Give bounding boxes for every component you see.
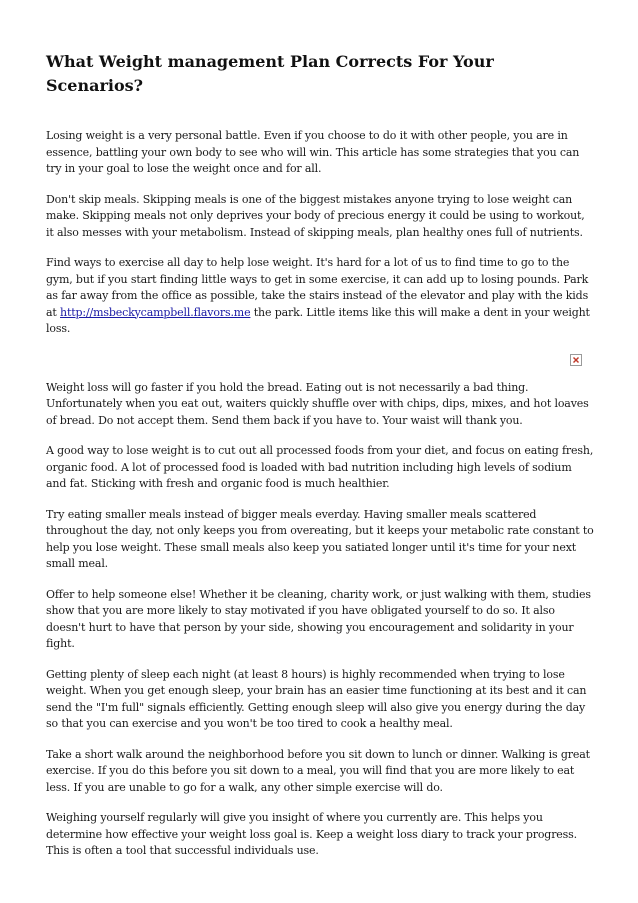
paragraph-3 (46, 255, 594, 338)
broken-image-icon (570, 354, 582, 366)
document-page (46, 50, 594, 874)
image-container (46, 352, 594, 380)
paragraph-10: Weighing yourself regularly will give you insight of where you currently are. This helps you determine how effective your weight loss goal is. Keep a weight loss diary to track your progress. This is often a tool that successful individuals use. (46, 811, 577, 857)
article-title: What Weight management Plan Corrects For Your Scenarios? (46, 52, 494, 95)
paragraph-9: Take a short walk around the neighborhood before you sit down to lunch or dinner. Walking is great exercise. If you do this before you sit down to a meal, you will find that you are more likely to eat less. If you are unable to go for a walk, any other simple exercise will do. (46, 747, 590, 794)
paragraph-7: Offer to help someone else! Whether it be cleaning, charity work, or just walking with them, studies show that you are more likely to stay motivated if you have obligated yourself to do so. It also doesn't hurt to have that person by your side, showing you encouragement and solidarity in your fight. (46, 587, 591, 650)
profile-link[interactable]: http://msbeckycampbell.flavors.me (60, 305, 251, 319)
paragraph-1: Losing weight is a very personal battle. Even if you choose to do it with other people, you are in essence, battling your own body to see who will win. This article has some strategies that you can try in your goal to lose the weight once and for all. (46, 129, 580, 175)
paragraph-2: Don't skip meals. Skipping meals is one of the biggest mistakes anyone trying to lose weight can make. Skipping meals not only deprives your body of precious energy it could be using to workout, it also messes with your metabolism. Instead of skipping meals, plan healthy ones full of nutrients. (46, 192, 585, 239)
paragraph-3-text-before: Find ways to exercise all day to help lose weight. It's hard for a lot of us to find time to go to the gym, but if you start finding little ways to get in some exercise, it can add up to losing pounds. Park as far away from the office as possible, take the stairs instead of the elevator and play with the kids at (46, 256, 589, 319)
paragraph-5: A good way to lose weight is to cut out all processed foods from your diet, and focus on eating fresh, organic food. A lot of processed food is loaded with bad nutrition including high levels of sodium and fat. Sticking with fresh and organic food is much healthier. (46, 444, 594, 490)
paragraph-6: Try eating smaller meals instead of bigger meals everday. Having smaller meals scattered throughout the day, not only keeps you from overeating, but it keeps your metabolic rate constant to help you lose weight. These small meals also keep you satiated longer until it's time for your next small meal. (46, 507, 594, 570)
paragraph-4: Weight loss will go faster if you hold the bread. Eating out is not necessarily a bad thing. Unfortunately when you eat out, waiters quickly shuffle over with chips, dips, mixes, and hot loaves of bread. Do not accept them. Send them back if you have to. Your waist will thank you. (46, 380, 589, 427)
paragraph-3-text-after: the park. Little items like this will make a dent in your weight loss. (46, 305, 590, 335)
paragraph-8: Getting plenty of sleep each night (at least 8 hours) is highly recommended when trying to lose weight. When you get enough sleep, your brain has an easier time functioning at its best and it can send the "I'm full" signals efficiently. Getting enough sleep will also give you energy during the day so that you can exercise and you won't be too tired to cook a healthy meal. (46, 667, 587, 730)
